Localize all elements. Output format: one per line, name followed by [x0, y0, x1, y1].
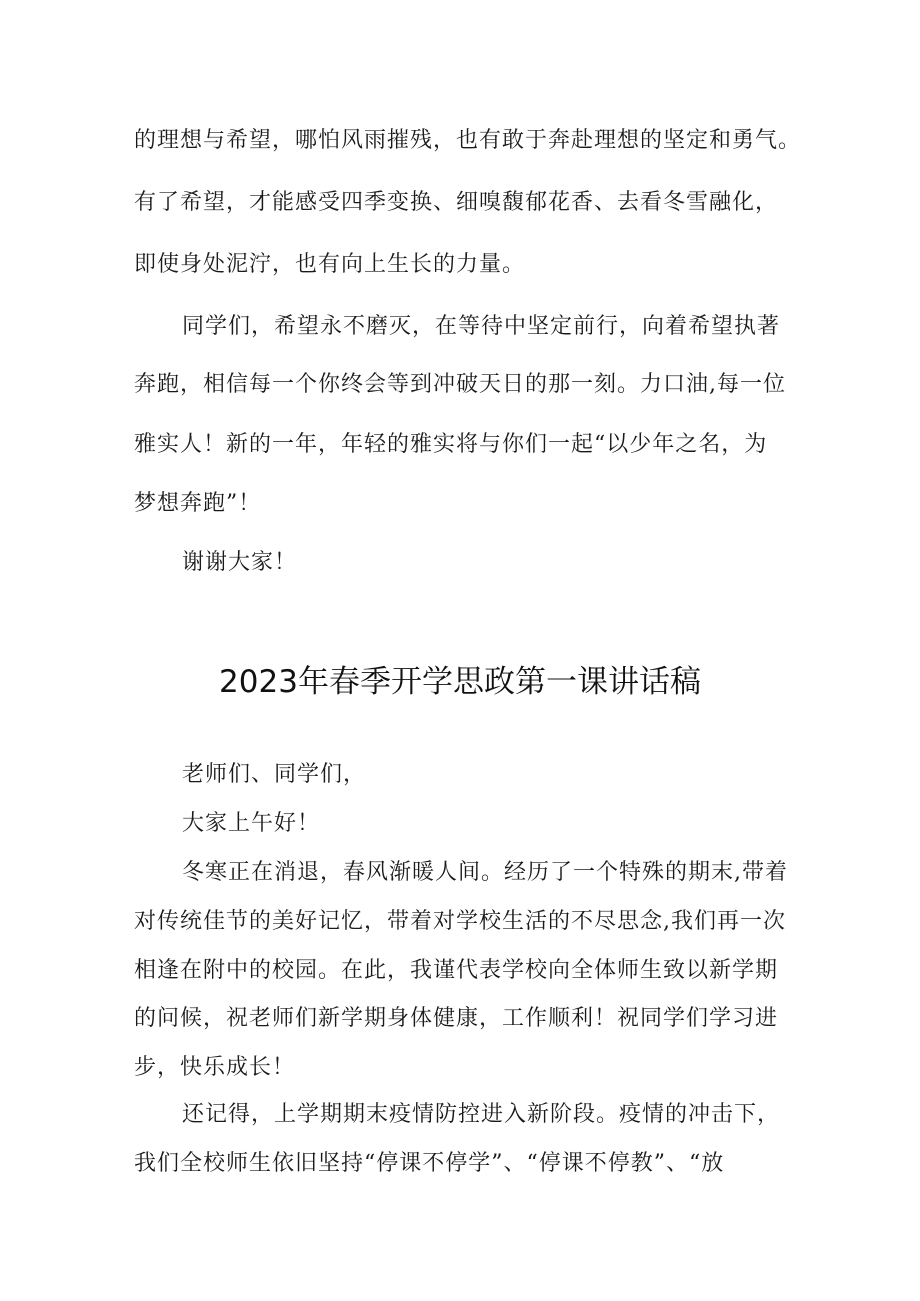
greeting-line: 大家上午好！ [182, 811, 321, 836]
salutation-line: 老师们、同学们， [182, 762, 367, 787]
text-line: 有了希望，才能感受四季变换、细嗅馥郁花香、去看冬雪融化， [134, 190, 779, 215]
text-line: 对传统佳节的美好记忆，带着对学校生活的不尽思念,我们再一次 [134, 909, 786, 934]
text-line: 我们全校师生依旧坚持“停课不停学”、“停课不停教”、“放 [134, 1151, 725, 1176]
page-title: 2023年春季开学思政第一课讲话稿 [219, 664, 701, 700]
text-line: 奔跑，相信每一个你终会等到冲破天日的那一刻。力口油,每一位 [134, 372, 786, 397]
text-line: 梦想奔跑”！ [134, 491, 262, 516]
text-line: 还记得，上学期期末疫情防控进入新阶段。疫情的冲击下， [182, 1102, 781, 1127]
text-line: 雅实人！新的一年，年轻的雅实将与你们一起“以少年之名，为 [134, 432, 768, 457]
closing-line: 谢谢大家！ [182, 550, 298, 575]
text-line: 步，快乐成长！ [134, 1055, 296, 1080]
text-line: 相逢在附中的校园。在此，我谨代表学校向全体师生致以新学期 [134, 958, 779, 983]
text-line: 的理想与希望，哪怕风雨摧残，也有敢于奔赴理想的坚定和勇气。 [134, 128, 802, 153]
text-line: 即使身处泥泞，也有向上生长的力量。 [134, 252, 526, 277]
text-line: 冬寒正在消退，春风渐暖人间。经历了一个特殊的期末,带着 [182, 860, 788, 885]
text-line: 的问候，祝老师们新学期身体健康，工作顺利！祝同学们学习进 [134, 1006, 779, 1031]
text-line: 同学们，希望永不磨灭，在等待中坚定前行，向着希望执著 [182, 314, 781, 339]
